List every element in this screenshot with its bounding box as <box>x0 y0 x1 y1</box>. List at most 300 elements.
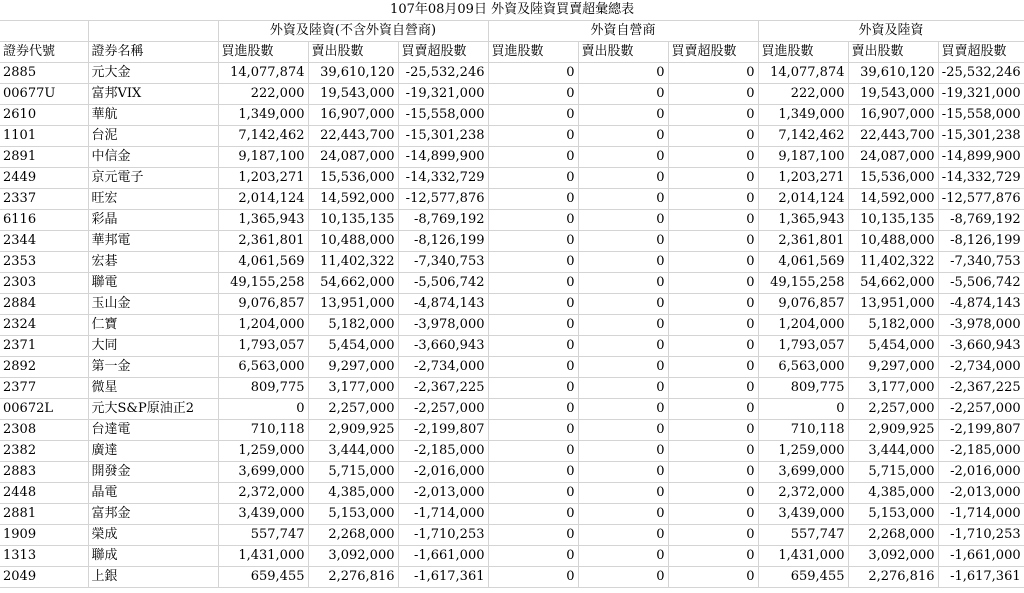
share-count-cell: 2,014,124 <box>218 189 308 210</box>
share-count-cell: 659,455 <box>758 567 848 588</box>
share-count-cell: -2,367,225 <box>938 378 1024 399</box>
share-count-cell: 557,747 <box>218 525 308 546</box>
share-count-cell: 19,543,000 <box>308 84 398 105</box>
table-row <box>0 84 1024 105</box>
share-count-cell: -7,340,753 <box>938 252 1024 273</box>
share-count-cell: 2,268,000 <box>848 525 938 546</box>
share-count-cell: 0 <box>668 63 758 84</box>
share-count-cell: 3,439,000 <box>218 504 308 525</box>
share-count-cell: -14,899,900 <box>398 147 488 168</box>
share-count-cell: 222,000 <box>218 84 308 105</box>
share-count-cell: 5,715,000 <box>308 462 398 483</box>
security-code-cell: 2308 <box>0 420 88 441</box>
share-count-cell: 0 <box>668 462 758 483</box>
security-code-cell: 2883 <box>0 462 88 483</box>
share-count-cell: 2,257,000 <box>308 399 398 420</box>
security-name-cell: 京元電子 <box>88 168 218 189</box>
table-row <box>0 504 1024 525</box>
table-title: 107年08月09日 外資及陸資買賣超彙總表 <box>0 0 1024 21</box>
share-count-cell: 0 <box>668 441 758 462</box>
share-count-cell: 5,182,000 <box>848 315 938 336</box>
share-count-cell: 0 <box>488 420 578 441</box>
share-count-cell: 5,454,000 <box>848 336 938 357</box>
share-count-cell: 0 <box>668 231 758 252</box>
share-count-cell: 1,259,000 <box>758 441 848 462</box>
security-name-cell: 元大金 <box>88 63 218 84</box>
share-count-cell: 3,699,000 <box>218 462 308 483</box>
share-count-cell: 0 <box>668 336 758 357</box>
share-count-cell: 0 <box>578 399 668 420</box>
share-count-cell: 54,662,000 <box>308 273 398 294</box>
share-count-cell: 0 <box>488 189 578 210</box>
share-count-cell: 1,431,000 <box>758 546 848 567</box>
share-count-cell: 13,951,000 <box>848 294 938 315</box>
share-count-cell: 3,444,000 <box>308 441 398 462</box>
share-count-cell: 0 <box>668 483 758 504</box>
table-row <box>0 147 1024 168</box>
share-count-cell: -1,710,253 <box>398 525 488 546</box>
share-count-cell: 0 <box>578 483 668 504</box>
column-header: 賣出股數 <box>848 42 938 63</box>
share-count-cell: 0 <box>488 378 578 399</box>
security-code-cell: 2049 <box>0 567 88 588</box>
share-count-cell: 2,268,000 <box>308 525 398 546</box>
share-count-cell: 14,592,000 <box>308 189 398 210</box>
share-count-cell: 5,182,000 <box>308 315 398 336</box>
share-count-cell: 0 <box>578 567 668 588</box>
share-count-cell: 0 <box>578 546 668 567</box>
security-name-cell: 中信金 <box>88 147 218 168</box>
share-count-cell: -2,013,000 <box>398 483 488 504</box>
share-count-cell: 710,118 <box>758 420 848 441</box>
security-name-cell: 彩晶 <box>88 210 218 231</box>
security-name-cell: 廣達 <box>88 441 218 462</box>
share-count-cell: 1,349,000 <box>218 105 308 126</box>
share-count-cell: -1,710,253 <box>938 525 1024 546</box>
table-row <box>0 546 1024 567</box>
share-count-cell: 9,297,000 <box>308 357 398 378</box>
share-count-cell: 1,259,000 <box>218 441 308 462</box>
share-count-cell: 22,443,700 <box>848 126 938 147</box>
column-header-row <box>0 42 1024 63</box>
group-header-row <box>0 21 1024 42</box>
share-count-cell: 0 <box>488 273 578 294</box>
share-count-cell: 0 <box>578 84 668 105</box>
share-count-cell: -1,661,000 <box>938 546 1024 567</box>
share-count-cell: 0 <box>668 252 758 273</box>
security-code-cell: 2449 <box>0 168 88 189</box>
share-count-cell: 0 <box>668 546 758 567</box>
share-count-cell: 0 <box>578 441 668 462</box>
table-row <box>0 483 1024 504</box>
share-count-cell: -15,301,238 <box>938 126 1024 147</box>
share-count-cell: 14,592,000 <box>848 189 938 210</box>
share-count-cell: 0 <box>668 147 758 168</box>
share-count-cell: 0 <box>488 84 578 105</box>
share-count-cell: 1,365,943 <box>758 210 848 231</box>
share-count-cell: 1,793,057 <box>218 336 308 357</box>
share-count-cell: 5,454,000 <box>308 336 398 357</box>
share-count-cell: 0 <box>488 147 578 168</box>
share-count-cell: 1,431,000 <box>218 546 308 567</box>
share-count-cell: 4,385,000 <box>308 483 398 504</box>
share-count-cell: 1,349,000 <box>758 105 848 126</box>
table-row <box>0 525 1024 546</box>
share-count-cell: 3,444,000 <box>848 441 938 462</box>
share-count-cell: 15,536,000 <box>308 168 398 189</box>
security-name-cell: 大同 <box>88 336 218 357</box>
security-code-cell: 2337 <box>0 189 88 210</box>
share-count-cell: 0 <box>578 294 668 315</box>
share-count-cell: -12,577,876 <box>398 189 488 210</box>
security-code-cell: 2371 <box>0 336 88 357</box>
share-count-cell: -14,899,900 <box>938 147 1024 168</box>
share-count-cell: 0 <box>668 273 758 294</box>
share-count-cell: 0 <box>668 126 758 147</box>
share-count-cell: 0 <box>578 105 668 126</box>
column-header: 買賣超股數 <box>398 42 488 63</box>
share-count-cell: 0 <box>668 294 758 315</box>
share-count-cell: 0 <box>488 168 578 189</box>
table-row <box>0 441 1024 462</box>
security-name-cell: 聯成 <box>88 546 218 567</box>
share-count-cell: 0 <box>218 399 308 420</box>
share-count-cell: 0 <box>488 462 578 483</box>
table-row <box>0 210 1024 231</box>
share-count-cell: 0 <box>578 420 668 441</box>
security-code-cell: 2377 <box>0 378 88 399</box>
share-count-cell: 5,153,000 <box>848 504 938 525</box>
share-count-cell: 16,907,000 <box>848 105 938 126</box>
share-count-cell: 16,907,000 <box>308 105 398 126</box>
table-row <box>0 168 1024 189</box>
security-name-cell: 旺宏 <box>88 189 218 210</box>
share-count-cell: 0 <box>578 336 668 357</box>
share-count-cell: -1,714,000 <box>938 504 1024 525</box>
share-count-cell: -8,126,199 <box>398 231 488 252</box>
share-count-cell: -2,185,000 <box>398 441 488 462</box>
share-count-cell: 9,076,857 <box>218 294 308 315</box>
share-count-cell: 0 <box>578 126 668 147</box>
table-row <box>0 399 1024 420</box>
share-count-cell: -12,577,876 <box>938 189 1024 210</box>
share-count-cell: 7,142,462 <box>218 126 308 147</box>
share-count-cell: 9,187,100 <box>218 147 308 168</box>
share-count-cell: 0 <box>578 273 668 294</box>
share-count-cell: 0 <box>488 336 578 357</box>
share-count-cell: -19,321,000 <box>398 84 488 105</box>
share-count-cell: 0 <box>578 231 668 252</box>
table-row <box>0 231 1024 252</box>
share-count-cell: 7,142,462 <box>758 126 848 147</box>
security-code-cell: 2892 <box>0 357 88 378</box>
security-code-cell: 6116 <box>0 210 88 231</box>
security-code-cell: 1909 <box>0 525 88 546</box>
share-count-cell: 10,135,135 <box>308 210 398 231</box>
share-count-cell: 0 <box>488 399 578 420</box>
share-count-cell: 0 <box>488 525 578 546</box>
share-count-cell: -2,016,000 <box>398 462 488 483</box>
share-count-cell: 0 <box>578 504 668 525</box>
table-row <box>0 462 1024 483</box>
share-count-cell: -4,874,143 <box>938 294 1024 315</box>
column-header: 買進股數 <box>218 42 308 63</box>
share-count-cell: -1,617,361 <box>398 567 488 588</box>
share-count-cell: 15,536,000 <box>848 168 938 189</box>
security-code-cell: 2885 <box>0 63 88 84</box>
column-header: 買進股數 <box>758 42 848 63</box>
table-row <box>0 357 1024 378</box>
share-count-cell: -2,257,000 <box>398 399 488 420</box>
column-header: 買進股數 <box>488 42 578 63</box>
share-count-cell: 0 <box>578 63 668 84</box>
share-count-cell: 3,177,000 <box>308 378 398 399</box>
group-header-foreign-total: 外資及陸資 <box>758 21 1024 42</box>
security-name-cell: 第一金 <box>88 357 218 378</box>
share-count-cell: 0 <box>668 210 758 231</box>
group-header-foreign-excl-dealers: 外資及陸資(不含外資自營商) <box>218 21 488 42</box>
share-count-cell: 6,563,000 <box>218 357 308 378</box>
share-count-cell: 0 <box>488 252 578 273</box>
share-count-cell: 0 <box>668 84 758 105</box>
table-row <box>0 63 1024 84</box>
security-code-cell: 2353 <box>0 252 88 273</box>
share-count-cell: -2,367,225 <box>398 378 488 399</box>
security-code-cell: 2303 <box>0 273 88 294</box>
security-code-cell: 2881 <box>0 504 88 525</box>
share-count-cell: 0 <box>578 210 668 231</box>
share-count-cell: -15,301,238 <box>398 126 488 147</box>
share-count-cell: -15,558,000 <box>398 105 488 126</box>
security-name-cell: 華邦電 <box>88 231 218 252</box>
security-code-cell: 00672L <box>0 399 88 420</box>
security-name-cell: 上銀 <box>88 567 218 588</box>
table-row <box>0 252 1024 273</box>
share-count-cell: 5,153,000 <box>308 504 398 525</box>
share-count-cell: -2,257,000 <box>938 399 1024 420</box>
security-code-cell: 2610 <box>0 105 88 126</box>
share-count-cell: -1,617,361 <box>938 567 1024 588</box>
share-count-cell: 2,276,816 <box>308 567 398 588</box>
share-count-cell: 0 <box>668 378 758 399</box>
share-count-cell: 24,087,000 <box>308 147 398 168</box>
share-count-cell: 19,543,000 <box>848 84 938 105</box>
security-code-cell: 00677U <box>0 84 88 105</box>
share-count-cell: -19,321,000 <box>938 84 1024 105</box>
share-count-cell: 2,372,000 <box>758 483 848 504</box>
share-count-cell: -5,506,742 <box>398 273 488 294</box>
share-count-cell: 1,365,943 <box>218 210 308 231</box>
share-count-cell: 2,909,925 <box>308 420 398 441</box>
share-count-cell: 0 <box>488 126 578 147</box>
share-count-cell: 222,000 <box>758 84 848 105</box>
table-row <box>0 315 1024 336</box>
share-count-cell: 1,203,271 <box>758 168 848 189</box>
share-count-cell: 2,361,801 <box>758 231 848 252</box>
share-count-cell: -3,978,000 <box>398 315 488 336</box>
share-count-cell: -3,978,000 <box>938 315 1024 336</box>
security-name-cell: 聯電 <box>88 273 218 294</box>
share-count-cell: -3,660,943 <box>398 336 488 357</box>
share-count-cell: 0 <box>578 252 668 273</box>
security-code-cell: 2884 <box>0 294 88 315</box>
share-count-cell: 0 <box>488 567 578 588</box>
share-count-cell: -4,874,143 <box>398 294 488 315</box>
share-count-cell: 9,076,857 <box>758 294 848 315</box>
share-count-cell: 0 <box>578 189 668 210</box>
share-count-cell: 0 <box>668 189 758 210</box>
column-header: 買賣超股數 <box>668 42 758 63</box>
share-count-cell: 0 <box>488 210 578 231</box>
share-count-cell: -7,340,753 <box>398 252 488 273</box>
table-row <box>0 420 1024 441</box>
share-count-cell: 10,135,135 <box>848 210 938 231</box>
table-row <box>0 567 1024 588</box>
share-count-cell: -14,332,729 <box>398 168 488 189</box>
share-count-cell: 14,077,874 <box>758 63 848 84</box>
share-count-cell: 0 <box>488 483 578 504</box>
security-code-cell: 2448 <box>0 483 88 504</box>
share-count-cell: 0 <box>488 546 578 567</box>
share-count-cell: 3,177,000 <box>848 378 938 399</box>
share-count-cell: 3,092,000 <box>308 546 398 567</box>
share-count-cell: 710,118 <box>218 420 308 441</box>
share-count-cell: 11,402,322 <box>308 252 398 273</box>
title-row <box>0 0 1024 21</box>
security-name-cell: 華航 <box>88 105 218 126</box>
share-count-cell: 4,061,569 <box>758 252 848 273</box>
share-count-cell: -2,013,000 <box>938 483 1024 504</box>
share-count-cell: 1,793,057 <box>758 336 848 357</box>
share-count-cell: -1,714,000 <box>398 504 488 525</box>
share-count-cell: 809,775 <box>218 378 308 399</box>
share-count-cell: 6,563,000 <box>758 357 848 378</box>
group-header-foreign-dealers: 外資自營商 <box>488 21 758 42</box>
security-code-cell: 2891 <box>0 147 88 168</box>
share-count-cell: 0 <box>578 147 668 168</box>
share-count-cell: 0 <box>488 504 578 525</box>
security-name-cell: 玉山金 <box>88 294 218 315</box>
share-count-cell: 2,014,124 <box>758 189 848 210</box>
share-count-cell: 0 <box>668 420 758 441</box>
column-header: 賣出股數 <box>308 42 398 63</box>
table-row <box>0 105 1024 126</box>
share-count-cell: 5,715,000 <box>848 462 938 483</box>
share-count-cell: 0 <box>488 105 578 126</box>
share-count-cell: 22,443,700 <box>308 126 398 147</box>
share-count-cell: 9,187,100 <box>758 147 848 168</box>
share-count-cell: 0 <box>668 357 758 378</box>
column-header: 證券代號 <box>0 42 88 63</box>
share-count-cell: 809,775 <box>758 378 848 399</box>
share-count-cell: 10,488,000 <box>308 231 398 252</box>
share-count-cell: 0 <box>578 168 668 189</box>
column-header: 賣出股數 <box>578 42 668 63</box>
share-count-cell: 0 <box>488 315 578 336</box>
share-count-cell: 2,361,801 <box>218 231 308 252</box>
share-count-cell: -2,016,000 <box>938 462 1024 483</box>
security-name-cell: 宏碁 <box>88 252 218 273</box>
share-count-cell: 0 <box>488 294 578 315</box>
share-count-cell: 4,385,000 <box>848 483 938 504</box>
security-name-cell: 微星 <box>88 378 218 399</box>
share-count-cell: 0 <box>578 525 668 546</box>
share-count-cell: 0 <box>578 378 668 399</box>
share-count-cell: -14,332,729 <box>938 168 1024 189</box>
table-row <box>0 336 1024 357</box>
share-count-cell: -2,199,807 <box>398 420 488 441</box>
share-count-cell: 10,488,000 <box>848 231 938 252</box>
share-count-cell: 659,455 <box>218 567 308 588</box>
share-count-cell: 0 <box>668 525 758 546</box>
table-row <box>0 189 1024 210</box>
share-count-cell: 0 <box>668 168 758 189</box>
share-count-cell: 0 <box>488 357 578 378</box>
security-name-cell: 仁寶 <box>88 315 218 336</box>
share-count-cell: -2,734,000 <box>398 357 488 378</box>
share-count-cell: 0 <box>488 231 578 252</box>
security-name-cell: 開發金 <box>88 462 218 483</box>
share-count-cell: 54,662,000 <box>848 273 938 294</box>
share-count-cell: 0 <box>578 462 668 483</box>
share-count-cell: 1,204,000 <box>218 315 308 336</box>
share-count-cell: -2,185,000 <box>938 441 1024 462</box>
share-count-cell: -1,661,000 <box>398 546 488 567</box>
share-count-cell: 2,372,000 <box>218 483 308 504</box>
share-count-cell: 0 <box>758 399 848 420</box>
share-count-cell: -2,199,807 <box>938 420 1024 441</box>
share-count-cell: 24,087,000 <box>848 147 938 168</box>
security-code-cell: 1313 <box>0 546 88 567</box>
security-code-cell: 2344 <box>0 231 88 252</box>
share-count-cell: -8,769,192 <box>398 210 488 231</box>
share-count-cell: -15,558,000 <box>938 105 1024 126</box>
share-count-cell: 2,276,816 <box>848 567 938 588</box>
share-count-cell: -25,532,246 <box>938 63 1024 84</box>
share-count-cell: 2,257,000 <box>848 399 938 420</box>
table-body <box>0 63 1024 588</box>
share-count-cell: 1,203,271 <box>218 168 308 189</box>
table-row <box>0 273 1024 294</box>
security-code-cell: 2324 <box>0 315 88 336</box>
share-count-cell: 3,092,000 <box>848 546 938 567</box>
share-count-cell: 39,610,120 <box>848 63 938 84</box>
security-code-cell: 2382 <box>0 441 88 462</box>
security-name-cell: 富邦VIX <box>88 84 218 105</box>
group-header-blank <box>88 21 218 42</box>
share-count-cell: 0 <box>668 105 758 126</box>
share-count-cell: 2,909,925 <box>848 420 938 441</box>
column-header: 買賣超股數 <box>938 42 1024 63</box>
share-count-cell: -8,769,192 <box>938 210 1024 231</box>
table-row <box>0 126 1024 147</box>
share-count-cell: 14,077,874 <box>218 63 308 84</box>
security-name-cell: 榮成 <box>88 525 218 546</box>
share-count-cell: 0 <box>488 63 578 84</box>
security-code-cell: 1101 <box>0 126 88 147</box>
share-count-cell: 0 <box>578 315 668 336</box>
share-count-cell: 3,439,000 <box>758 504 848 525</box>
share-count-cell: -25,532,246 <box>398 63 488 84</box>
security-name-cell: 元大S&P原油正2 <box>88 399 218 420</box>
share-count-cell: 4,061,569 <box>218 252 308 273</box>
share-count-cell: 1,204,000 <box>758 315 848 336</box>
share-count-cell: 0 <box>668 504 758 525</box>
share-count-cell: 3,699,000 <box>758 462 848 483</box>
share-count-cell: 49,155,258 <box>218 273 308 294</box>
column-header: 證券名稱 <box>88 42 218 63</box>
share-count-cell: 13,951,000 <box>308 294 398 315</box>
